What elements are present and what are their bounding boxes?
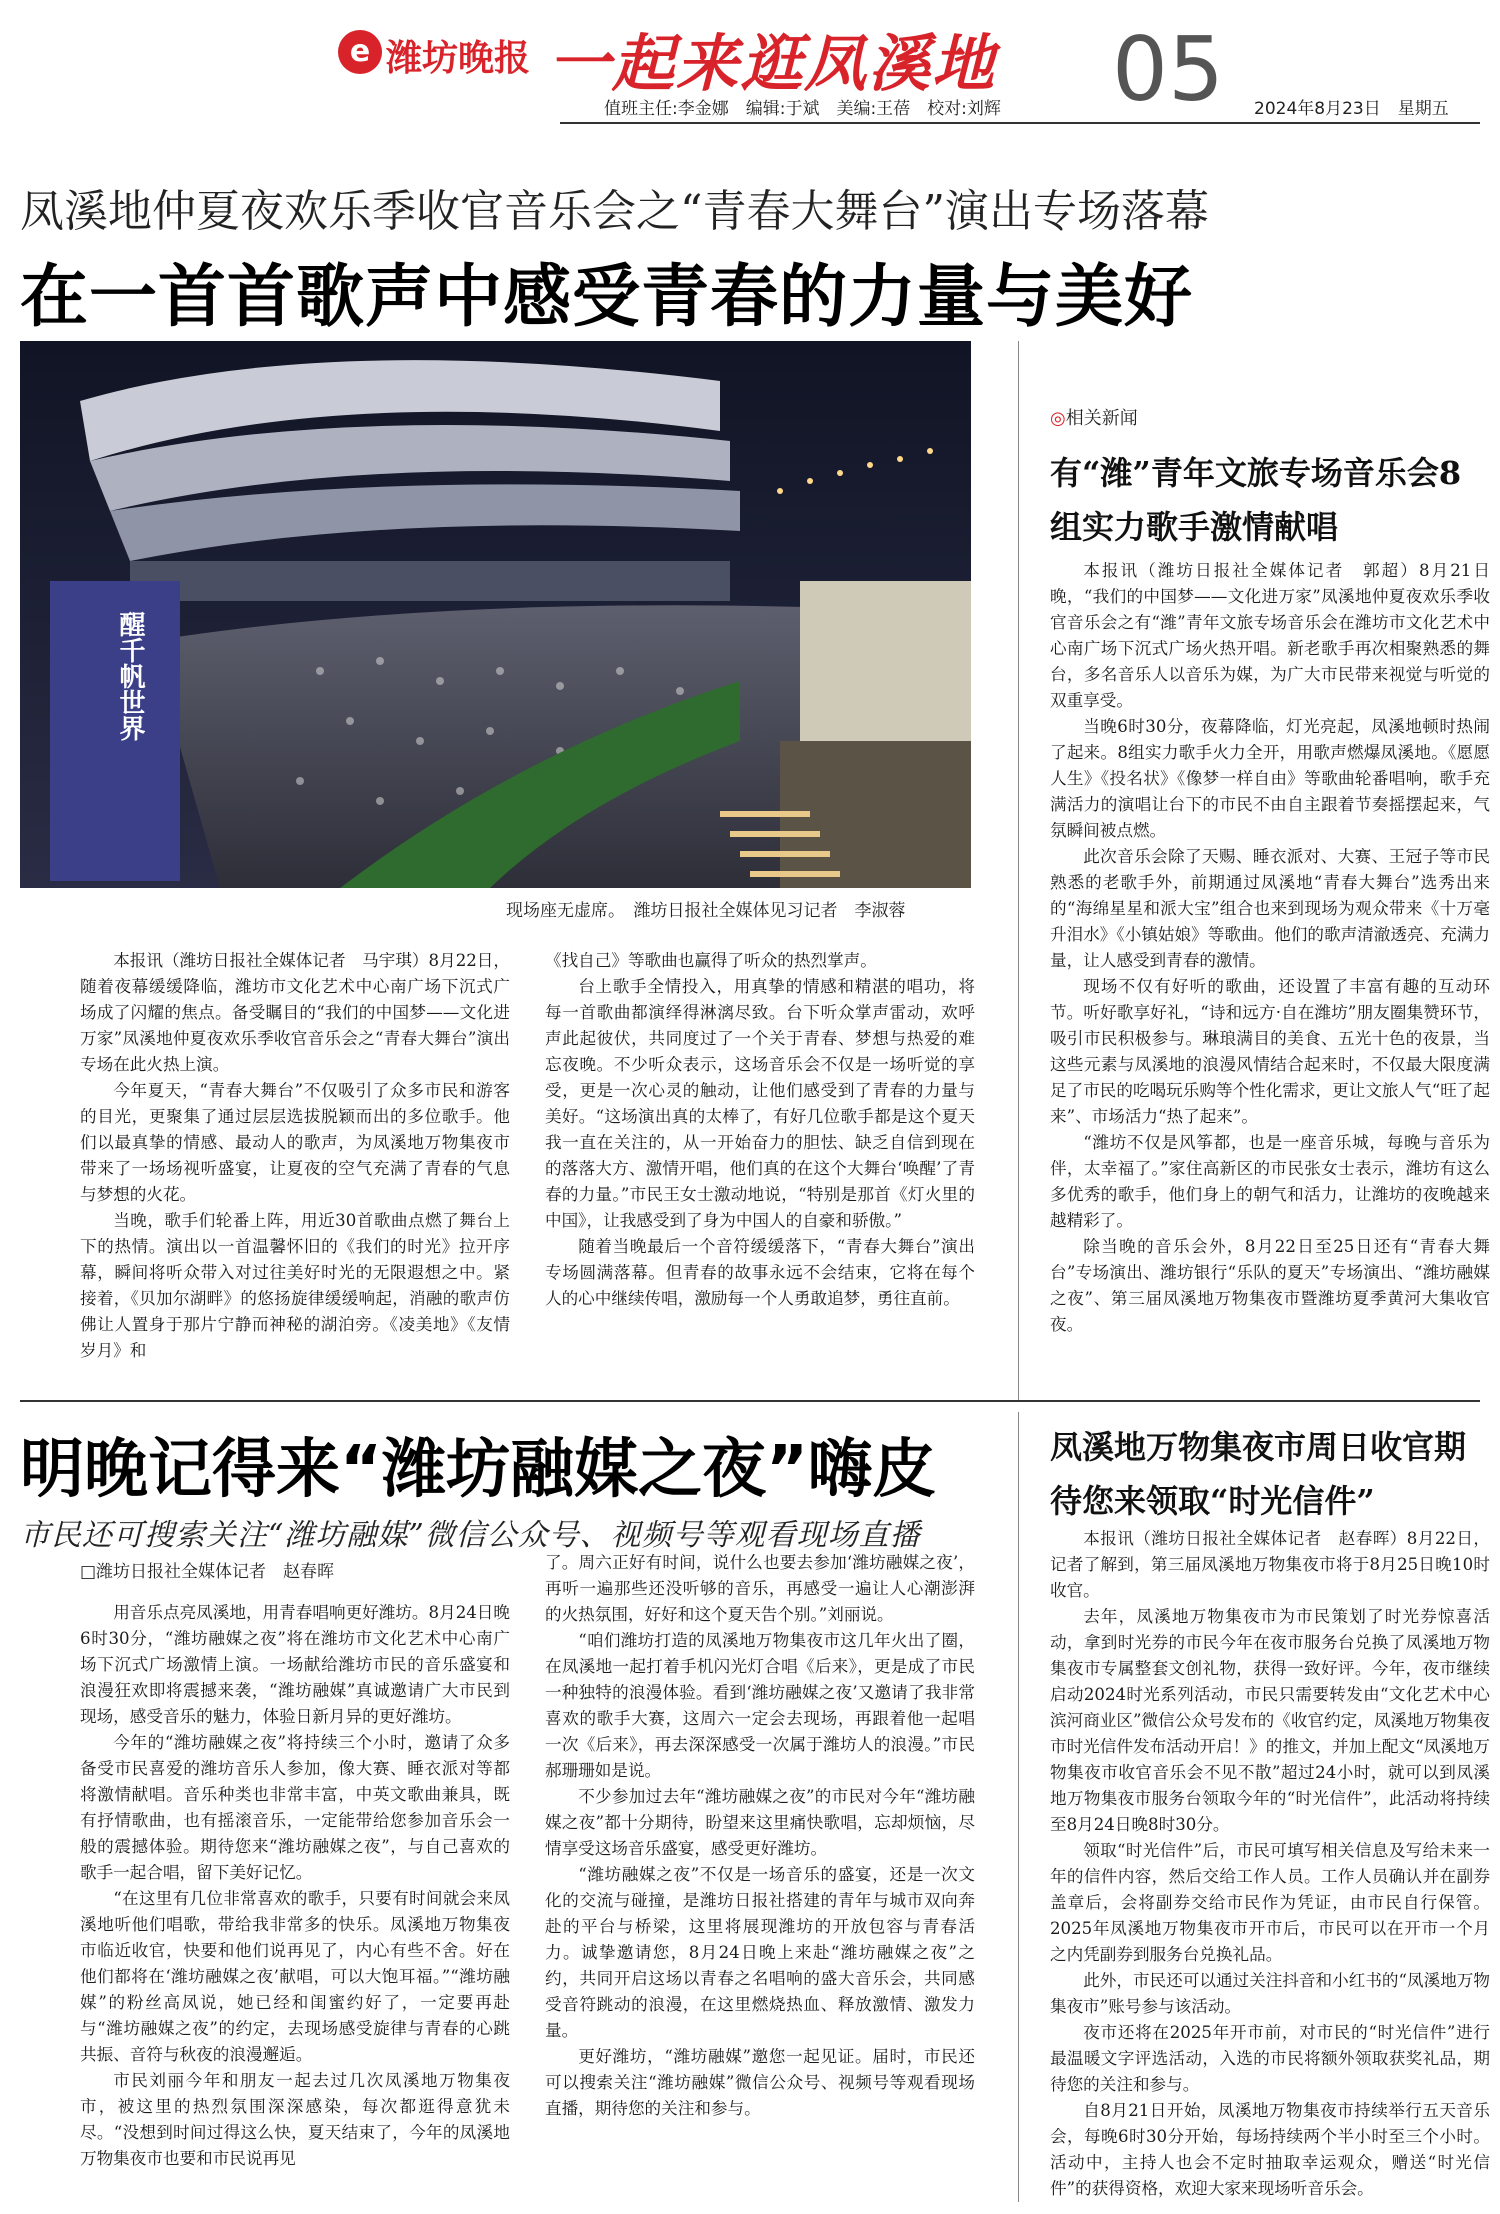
- paragraph: 现场不仅有好听的歌曲，还设置了丰富有趣的互动环节。听好歌享好礼，“诗和远方·自在潍坊”朋友圈集赞环节，吸引市民积极参与。琳琅满目的美食、五光十色的夜景，当这些元素与凤溪地的浪漫风情结合起来时，不仅最大限度满足了市民的吃喝玩乐购等个性化需求，更让文旅人气“旺了起来”、市场活力“热了起来”。: [1050, 977, 1490, 1126]
- paragraph: “潍坊融媒之夜”不仅是一场音乐的盛宴，还是一次文化的交流与碰撞，是潍坊日报社搭建的青年与城市双向奔赴的平台与桥梁，这里将展现潍坊的开放包容与青春活力。诚挚邀请您，8月24日晚上来赴“潍坊融媒之夜”之约，共同开启这场以青春之名唱响的盛大音乐会，共同感受音符跳动的浪漫，在这里燃烧热血、释放激情、激发力量。: [545, 1865, 975, 2040]
- section-title: 一起来逛凤溪地: [548, 27, 997, 100]
- story3-body: [1050, 1526, 1490, 2202]
- story2-subhead: 市民还可搜索关注“潍坊融媒”微信公众号、视频号等观看现场直播: [20, 1518, 921, 1553]
- paragraph: 本报讯（潍坊日报社全媒体记者 郭超）8月21日晚，“我们的中国梦——文化进万家”凤溪地仲夏夜欢乐季收官音乐会之有“潍”青年文旅专场音乐会在潍坊市文化艺术中心南广场下沉式广场火热开唱。新老歌手再次相聚熟悉的舞台，多名音乐人以音乐为媒，为广大市民带来视觉与听觉的双重享受。: [1050, 561, 1490, 710]
- paragraph: 市民刘丽今年和朋友一起去过几次凤溪地万物集夜市，被这里的热烈氛围深深感染，每次都逛得意犹未尽。“没想到时间过得这么快，夏天结束了，今年的凤溪地万物集夜市也要和市民说再见: [80, 2071, 510, 2168]
- banner-text: 醒千帆世界: [115, 611, 145, 741]
- story2-column-1: [80, 1600, 510, 2172]
- story1-column-1: [80, 948, 510, 1364]
- paragraph: 今年的“潍坊融媒之夜”将持续三个小时，邀请了众多备受市民喜爱的潍坊音乐人参加，像大赛、睡衣派对等都将激情献唱。音乐种类也非常丰富，中英文歌曲兼具，既有抒情歌曲，也有摇滚音乐，一定能带给您参加音乐会一般的震撼体验。期待您来“潍坊融媒之夜”，与自己喜欢的歌手一起合唱，留下美好记忆。: [80, 1733, 510, 1882]
- related-headline: 有“潍”青年文旅专场音乐会8组实力歌手激情献唱: [1050, 454, 1462, 546]
- paragraph: 本报讯（潍坊日报社全媒体记者 马宇琪）8月22日，随着夜幕缓缓降临，潍坊市文化艺术中心南广场下沉式广场成了闪耀的焦点。备受瞩目的“我们的中国梦——文化进万家”凤溪地仲夏夜欢乐季收官音乐会之“青春大舞台”演出专场在此火热上演。: [80, 951, 510, 1074]
- paragraph: 领取“时光信件”后，市民可填写相关信息及写给未来一年的信件内容，然后交给工作人员。工作人员确认并在副券盖章后，会将副券交给市民作为凭证，由市民自行保管。2025年凤溪地万物集夜市开市后，市民可以在开市一个月之内凭副券到服务台兑换礼品。: [1050, 1841, 1490, 1964]
- paragraph: 了。周六正好有时间，说什么也要去参加‘潍坊融媒之夜’，再听一遍那些还没听够的音乐，再感受一遍让人心潮澎湃的火热氛围，好好和这个夏天告个别。”刘丽说。: [545, 1553, 975, 1624]
- paper-logo-icon: e: [338, 30, 382, 74]
- paragraph: 随着当晚最后一个音符缓缓落下，“青春大舞台”演出专场圆满落幕。但青春的故事永远不会结束，它将在每个人的心中继续传唱，激励每一个人勇敢追梦，勇往直前。: [545, 1237, 975, 1308]
- story2-headline: 明晚记得来“潍坊融媒之夜”嗨皮: [20, 1433, 937, 1507]
- column-divider: [1018, 1412, 1019, 2202]
- paragraph: 此次音乐会除了天赐、睡衣派对、大赛、王冠子等市民熟悉的老歌手外，前期通过凤溪地“青春大舞台”选秀出来的“海绵星星和派大宝”组合也来到现场为观众带来《十万毫升泪水》《小镇姑娘》等歌曲。他们的歌声清澈透亮、充满力量，让人感受到青春的激情。: [1050, 847, 1490, 970]
- page-number: 05: [1112, 18, 1224, 121]
- related-news-label: 相关新闻: [1065, 408, 1138, 429]
- section-divider: [20, 1400, 1480, 1402]
- related-body: [1050, 558, 1490, 1338]
- masthead-rule: [560, 122, 1480, 124]
- paragraph: 夜市还将在2025年开市前，对市民的“时光信件”进行最温暖文字评选活动，入选的市民将额外领取获奖礼品，期待您的关注和参与。: [1050, 2023, 1490, 2094]
- issue-date: 2024年8月23日 星期五: [1254, 99, 1449, 119]
- paragraph: 当晚，歌手们轮番上阵，用近30首歌曲点燃了舞台上下的热情。演出以一首温馨怀旧的《我们的时光》拉开序幕，瞬间将听众带入对过往美好时光的无限遐想之中。紧接着，《贝加尔湖畔》的悠扬旋律缓缓响起，消融的歌声仿佛让人置身于那片宁静而神秘的湖泊旁。《凌美地》《友情岁月》和: [80, 1211, 510, 1360]
- paragraph: 今年夏天，“青春大舞台”不仅吸引了众多市民和游客的目光，更聚集了通过层层选拔脱颖而出的多位歌手。他们以最真挚的情感、最动人的歌声，为凤溪地万物集夜市带来了一场场视听盛宴，让夏夜的空气充满了青春的气息与梦想的火花。: [80, 1081, 510, 1204]
- paragraph: 自8月21日开始，凤溪地万物集夜市持续举行五天音乐会，每晚6时30分开始，每场持续两个半小时至三个小时。活动中，主持人也会不定时抽取幸运观众，赠送“时光信件”的获得资格，欢迎大家来现场听音乐会。: [1050, 2101, 1490, 2198]
- target-icon: ◎: [1050, 408, 1066, 429]
- story1-subhead: 凤溪地仲夏夜欢乐季收官音乐会之“青春大舞台”演出专场落幕: [20, 186, 1209, 237]
- paragraph: 台上歌手全情投入，用真挚的情感和精湛的唱功，将每一首歌曲都演绎得淋漓尽致。台下听众掌声雷动，欢呼声此起彼伏，共同度过了一个关于青春、梦想与热爱的难忘夜晚。不少听众表示，这场音乐会不仅是一场听觉的享受，更是一次心灵的触动，让他们感受到了青春的力量与美好。“这场演出真的太棒了，有好几位歌手都是这个夏天我一直在关注的，从一开始奋力的胆怯、缺乏自信到现在的落落大方、激情开唱，他们真的在这个大舞台‘唤醒’了青春的力量。”市民王女士激动地说，“特别是那首《灯火里的中国》，让我感受到了身为中国人的自豪和骄傲。”: [545, 977, 975, 1230]
- paragraph: 用音乐点亮凤溪地，用青春唱响更好潍坊。8月24日晚6时30分，“潍坊融媒之夜”将在潍坊市文化艺术中心南广场下沉式广场激情上演。一场献给潍坊市民的音乐盛宴和浪漫狂欢即将震撼来袭，“潍坊融媒”真诚邀请广大市民到现场，感受音乐的魅力，体验日新月异的更好潍坊。: [80, 1603, 510, 1726]
- paragraph: 此外，市民还可以通过关注抖音和小红书的“凤溪地万物集夜市”账号参与该活动。: [1050, 1971, 1490, 2016]
- paragraph: “咱们潍坊打造的凤溪地万物集夜市这几年火出了圈，在凤溪地一起打着手机闪光灯合唱《后来》，更是成了市民一种独特的浪漫体验。看到‘潍坊融媒之夜’又邀请了我非常喜欢的歌手大赛，这周六一定会去现场，再跟着他一起唱一次《后来》，再去深深感受一次属于潍坊人的浪漫。”市民郝珊珊如是说。: [545, 1631, 975, 1780]
- story2-column-2: [545, 1550, 975, 2122]
- paragraph: 除当晚的音乐会外，8月22日至25日还有“青春大舞台”专场演出、潍坊银行“乐队的夏天”专场演出、“潍坊融媒之夜”、第三届凤溪地万物集夜市暨潍坊夏季黄河大集收官夜。: [1050, 1237, 1490, 1334]
- story1-column-2: [545, 948, 975, 1312]
- paragraph: 本报讯（潍坊日报社全媒体记者 赵春晖）8月22日，记者了解到，第三届凤溪地万物集夜市将于8月25日晚10时收官。: [1050, 1529, 1490, 1600]
- editor-credits: 值班主任:李金娜 编辑:于斌 美编:王蓓 校对:刘辉: [604, 99, 1001, 119]
- paper-name: 潍坊晚报: [386, 38, 531, 79]
- concert-photo: [20, 341, 971, 888]
- story3-headline: 凤溪地万物集夜市周日收官期待您来领取“时光信件”: [1050, 1428, 1467, 1520]
- paragraph: 《找自己》等歌曲也赢得了听众的热烈掌声。: [545, 951, 877, 970]
- paragraph: 不少参加过去年“潍坊融媒之夜”的市民对今年“潍坊融媒之夜”都十分期待，盼望来这里痛快歌唱，忘却烦恼，尽情享受这场音乐盛宴，感受更好潍坊。: [545, 1787, 975, 1858]
- paragraph: 当晚6时30分，夜幕降临，灯光亮起，凤溪地顿时热闹了起来。8组实力歌手火力全开，用歌声燃爆凤溪地。《愿愿人生》《投名状》《像梦一样自由》等歌曲轮番唱响，歌手充满活力的演唱让台下的市民不由自主跟着节奏摇摆起来，气氛瞬间被点燃。: [1050, 717, 1490, 840]
- story2-byline: □潍坊日报社全媒体记者 赵春晖: [80, 1562, 335, 1582]
- story1-headline: 在一首首歌声中感受青春的力量与美好: [20, 258, 1194, 337]
- related-news-tag: [1050, 404, 1138, 430]
- photo-caption: 现场座无虚席。 潍坊日报社全媒体见习记者 李淑蓉: [506, 901, 906, 921]
- paragraph: “在这里有几位非常喜欢的歌手，只要有时间就会来凤溪地听他们唱歌，带给我非常多的快乐。凤溪地万物集夜市临近收官，快要和他们说再见了，内心有些不舍。好在他们都将在‘潍坊融媒之夜’献唱，可以大饱耳福。”“潍坊融媒”的粉丝高凤说，她已经和闺蜜约好了，一定要再赴与“潍坊融媒之夜”的约定，去现场感受旋律与青春的心跳共振、音符与秋夜的浪漫邂逅。: [80, 1889, 510, 2064]
- paragraph: 去年，凤溪地万物集夜市为市民策划了时光券惊喜活动，拿到时光券的市民今年在夜市服务台兑换了凤溪地万物集夜市专属整套文创礼物，获得一致好评。今年，夜市继续启动2024时光系列活动，市民只需要转发由“文化艺术中心滨河商业区”微信公众号发布的《收官约定，凤溪地万物集夜市时光信件发布活动开启！》的推文，并加上配文“凤溪地万物集夜市收官音乐会不见不散”超过24小时，就可以到凤溪地万物集夜市服务台领取今年的“时光信件”，此活动将持续至8月24日晚8时30分。: [1050, 1607, 1490, 1834]
- column-divider: [1018, 341, 1019, 1401]
- paragraph: 更好潍坊，“潍坊融媒”邀您一起见证。届时，市民还可以搜索关注“潍坊融媒”微信公众号、视频号等观看现场直播，期待您的关注和参与。: [545, 2047, 975, 2118]
- paragraph: “潍坊不仅是风筝都，也是一座音乐城，每晚与音乐为伴，太幸福了。”家住高新区的市民张女士表示，潍坊有这么多优秀的歌手，他们身上的朝气和活力，让潍坊的夜晚越来越精彩了。: [1050, 1133, 1490, 1230]
